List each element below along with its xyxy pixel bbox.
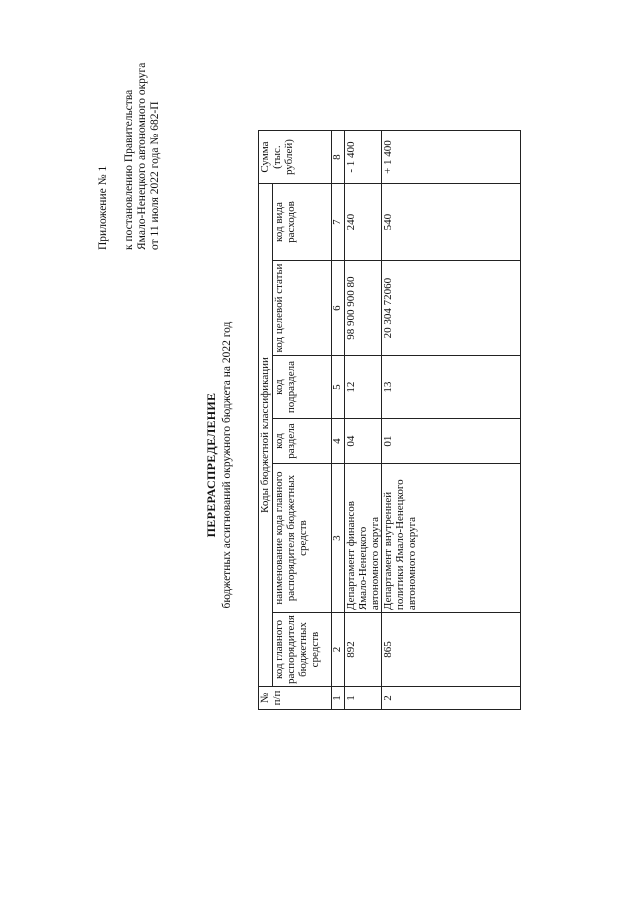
cell-amount: + 1 400 (382, 131, 521, 184)
header-amount: Сумма (тыс. рублей) (259, 131, 332, 184)
cell-subsection: 12 (345, 356, 382, 419)
appendix-government: Ямало-Ненецкого автономного округа (136, 62, 148, 250)
header-target: код целевой статьи (273, 261, 332, 356)
cell-num: 2 (382, 687, 521, 710)
cell-grbs-code: 892 (345, 613, 382, 687)
col-number: 8 (332, 131, 345, 184)
cell-grbs-code: 865 (382, 613, 521, 687)
header-grbs-code: код главного распорядителя бюджетных средств (273, 613, 332, 687)
cell-target: 98 900 900 80 (345, 261, 382, 356)
cell-grbs-name: Департамент внутренней политики Ямало-Ненецкого автономного округа (382, 464, 521, 613)
header-expense-type: код вида расходов (273, 184, 332, 261)
group-header-row (259, 131, 273, 710)
table-row (345, 131, 382, 710)
col-number: 3 (332, 464, 345, 613)
appendix-block (97, 35, 162, 250)
appendix-number: Приложение № 1 (97, 165, 109, 250)
header-grbs-name: наименование кода главного распорядителя бюджетных средств (273, 464, 332, 613)
cell-section: 04 (345, 419, 382, 464)
cell-subsection: 13 (382, 356, 521, 419)
cell-expense-type: 240 (345, 184, 382, 261)
cell-expense-type: 540 (382, 184, 521, 261)
cell-amount: - 1 400 (345, 131, 382, 184)
header-subsection: код подраздела (273, 356, 332, 419)
cell-target: 20 304 72060 (382, 261, 521, 356)
cell-num: 1 (345, 687, 382, 710)
header-row (273, 131, 332, 710)
cell-grbs-name: Департамент финансов Ямало-Ненецкого автономного округа (345, 464, 382, 613)
column-number-row (332, 131, 345, 710)
col-number: 2 (332, 613, 345, 687)
header-classification-group: Коды бюджетной классификации (259, 184, 273, 687)
col-number: 4 (332, 419, 345, 464)
document-subtitle: бюджетных ассигнований окружного бюджета на 2022 год (221, 321, 233, 609)
header-num: № п/п (259, 687, 332, 710)
appendix-decree: к постановлению Правительства (123, 89, 135, 250)
table-row (382, 131, 521, 710)
document-title: ПЕРЕРАСПРЕДЕЛЕНИЕ (204, 392, 218, 538)
col-number: 5 (332, 356, 345, 419)
budget-table (258, 130, 521, 710)
col-number: 6 (332, 261, 345, 356)
appendix-date: от 11 июля 2022 года № 682-П (149, 101, 161, 250)
header-section: код раздела (273, 419, 332, 464)
col-number: 1 (332, 687, 345, 710)
cell-section: 01 (382, 419, 521, 464)
col-number: 7 (332, 184, 345, 261)
